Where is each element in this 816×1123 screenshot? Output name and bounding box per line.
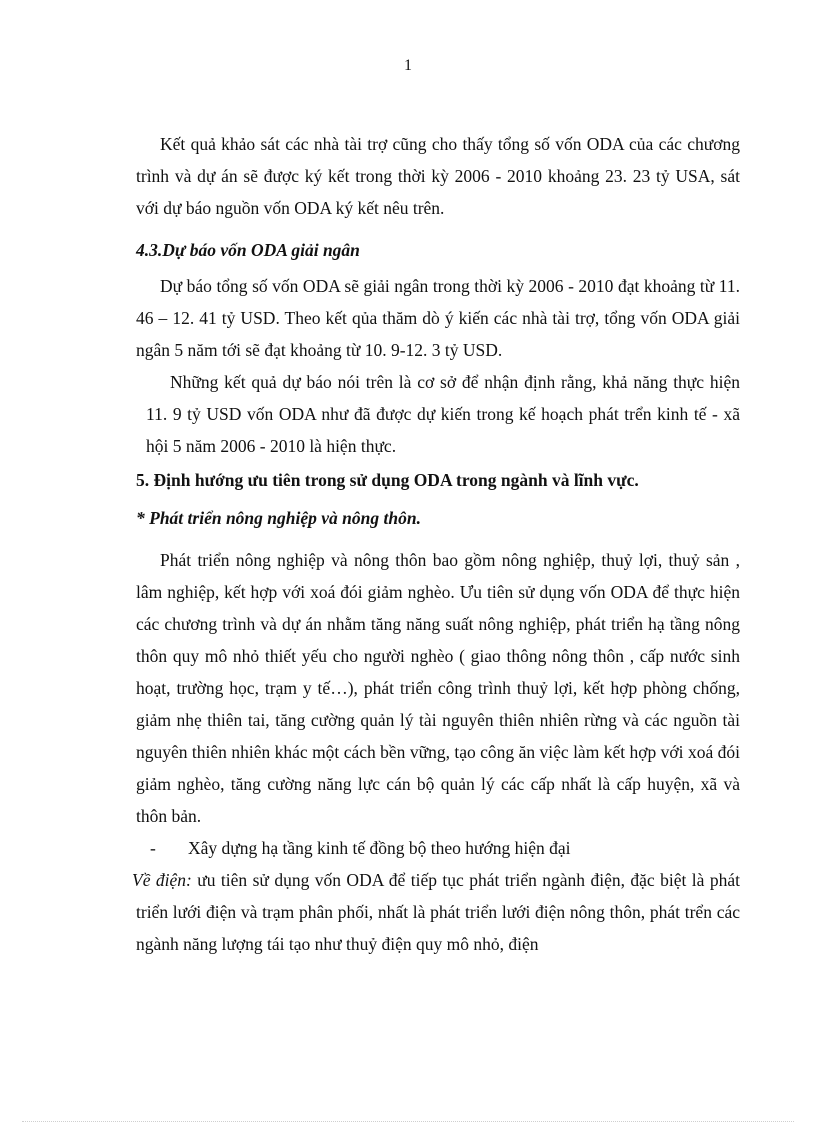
subheading-agriculture-rural: * Phát triển nông nghiệp và nông thôn. xyxy=(136,508,421,528)
paragraph-survey-results: Kết quả khảo sát các nhà tài trợ cũng cho thấy tổng số vốn ODA của các chương trình và dự án sẽ được ký kết trong thời kỳ 2006 - 2010 khoảng 23. 23 tỷ USA, sát với dự báo nguồn vốn ODA ký kết nêu trên. xyxy=(136,134,740,218)
bullet-infrastructure-text: Xây dựng hạ tầng kinh tế đồng bộ theo hướng hiện đại xyxy=(188,838,571,858)
electricity-lead: Về điện: xyxy=(132,870,192,890)
heading-oda-disbursement-forecast: 4.3.Dự báo vốn ODA giải ngân xyxy=(136,240,360,260)
electricity-text: ưu tiên sử dụng vốn ODA để tiếp tục phát triển ngành điện, đặc biệt là phát triển lưới điện và trạm phân phối, nhất là phát triển lưới điện nông thôn, phát trển các ngành năng lượng tái tạo như thuỷ điện quy mô nhỏ, điện xyxy=(136,870,740,954)
bullet-infrastructure xyxy=(136,832,740,864)
paragraph-forecast-conclusion: Những kết quả dự báo nói trên là cơ sở để nhận định rằng, khả năng thực hiện 11. 9 tỷ USD vốn ODA như đã được dự kiến trong kế hoạch phát trển kinh tế - xã hội 5 năm 2006 - 2010 là hiện thực. xyxy=(146,372,740,456)
paragraph-agriculture-rural: Phát triển nông nghiệp và nông thôn bao gồm nông nghiệp, thuỷ lợi, thuỷ sản , lâm nghiệp, kết hợp với xoá đói giảm nghèo. Ưu tiên sử dụng vốn ODA để thực hiện các chương trình và dự án nhằm tăng năng suất nông nghiệp, phát triển hạ tầng nông thôn quy mô nhỏ thiết yếu cho người nghèo ( giao thông nông thôn , cấp nước sinh hoạt, trường học, trạm y tế…), phát triển công trình thuỷ lợi, kết hợp phòng chống, giảm nhẹ thiên tai, tăng cường quản lý tài nguyên thiên nhiên rừng và các nguồn tài nguyên thiên nhiên khác một cách bền vững, tạo công ăn việc làm kết hợp với xoá đói giảm nghèo, tăng cường năng lực cán bộ quản lý các cấp nhất là cấp huyện, xã và thôn bản. xyxy=(136,550,740,826)
document-body xyxy=(132,128,740,960)
paragraph-electricity xyxy=(132,864,740,960)
heading-priority-orientation: 5. Định hướng ưu tiên trong sử dụng ODA trong ngành và lĩnh vực. xyxy=(136,470,639,490)
paragraph-disbursement-forecast: Dự báo tổng số vốn ODA sẽ giải ngân trong thời kỳ 2006 - 2010 đạt khoảng từ 11. 46 – 12. 41 tỷ USD. Theo kết qủa thăm dò ý kiến các nhà tài trợ, tổng vốn ODA giải ngân 5 năm tới sẽ đạt khoảng từ 10. 9-12. 3 tỷ USD. xyxy=(136,276,740,360)
page-bottom-border xyxy=(22,1121,794,1122)
bullet-dash: - xyxy=(150,838,156,858)
page-number: 1 xyxy=(404,57,412,74)
